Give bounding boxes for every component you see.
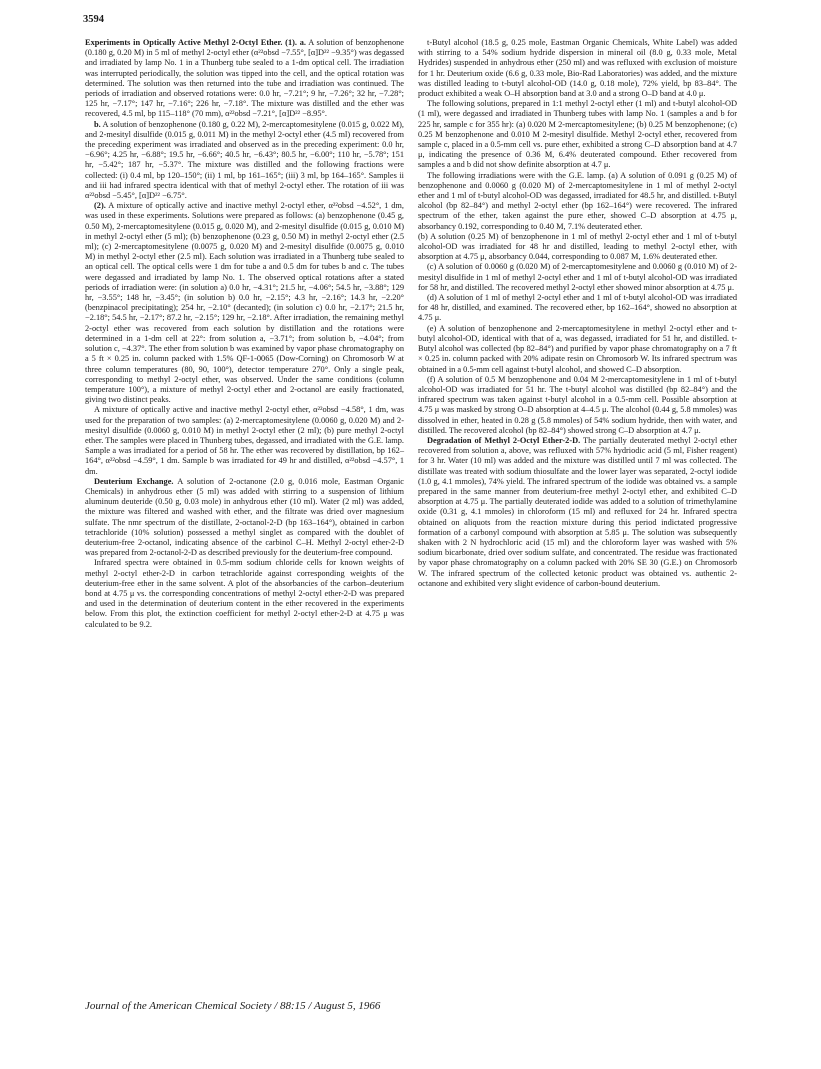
paragraph bbox=[418, 375, 737, 436]
paragraph bbox=[418, 232, 737, 263]
page-number: 3594 bbox=[83, 14, 104, 25]
paragraph bbox=[418, 324, 737, 375]
paragraph bbox=[418, 171, 737, 232]
paragraph-text: A solution of 2-octanone (2.0 g, 0.016 mole, Eastman Organic Chemicals) in anhydrous ether (5 ml) was added with stirring to a suspension of lithium aluminum deuteride (0.50 g, 0.03 mole) in anhydrous ether (10 ml). Water (2 ml) was added, the mixture was filtered and washed with ether, and the filtrate was dried over magnesium sulfate. The nmr spectrum of the distillate, 2-octanol-2-D (bp 163–164°), obtained in carbon tetrachloride (10% solution) possessed a methyl singlet as compared with the doublet of deuterium-free 2-octanol, indicating absence of the carbinol C–H. Methyl 2-octyl ether-2-D was prepared from 2-octanol-2-D as described previously for the deuterium-free compound. bbox=[85, 476, 404, 558]
paragraph bbox=[85, 201, 404, 405]
paragraph-text: A mixture of optically active and inactive methyl 2-octyl ether, α²²obsd −4.52°, 1 dm, was used in these experiments. Solutions were prepared as follows: (a) benzophenone (0.45 g, 0.50 M), 2-mercaptomesitylene (0.015 g, 0.020 M), and 2-mesityl disulfide (0.015 g, 0.010 M) in methyl 2-octyl ether (5 ml); (b) benzophenone (0.23 g, 0.50 M) in methyl 2-octyl ether (2.5 ml); (c) 2-mercaptomesitylene (0.0075 g, 0.020 M) and 2-mesityl disulfide (0.0075 g, 0.010 M) in methyl 2-octyl ether (2.5 ml). Each solution was irradiated in a Thunberg tube sealed to an optical cell. The optical cells were 1 dm for tube a and 0.5 dm for tubes b and c. The tubes were degassed and irradiated by lamp No. 1. The observed optical rotations after a stated periods of irradiation were: (in solution a) 0.0 hr, −4.31°; 21.5 hr, −4.06°; 54.5 hr, −3.88°; 129 hr, −3.55°; 148 hr, −3.45°; (in solution b) 0.0 hr, −2.15°; 4.3 hr, −2.16°; 14.3 hr, −2.20° (benzpinacol precipitating); 254 hr, −2.10° (decanted); (in solution c) 0.0 hr, −2.17°; 21.5 hr, −2.18°; 54.5 hr, −2.17°; 87.2 hr, −2.15°; 129 hr, −2.18°. After irradiation, the remaining methyl 2-octyl ether was recovered from each solution by distillation and the rotations were determined in a 1-dm cell at 22°: from solution a, −3.71°; from solution b, −4.04°; from solution c, −4.37°. The ether from solution b was examined by vapor phase chromatography on a 5 ft × 0.25 in. column packed with 1.5% QF-1-0065 (Dow-Corning) on Chromosorb W at three column temperatures (80, 90, 100°), detector temperature 270°. Only a single peak, corresponding to methyl 2-octyl ether, was observed. Under the same conditions (column temperature 100°), a mixture of methyl 2-octyl ether and 2-octanol are easily fractionated, giving two distinct peaks. bbox=[85, 201, 404, 405]
paragraph bbox=[418, 262, 737, 293]
paragraph-text: Infrared spectra were obtained in 0.5-mm sodium chloride cells for known weights of methyl 2-octyl ether-2-D in carbon tetrachloride against corresponding weights of the deuterium-free ether in the same solvent. A plot of the absorbancies of the carbon–deuterium bond at 4.75 μ vs. the corresponding concentrations of methyl 2-octyl ether-2-D was prepared and used in the determination of deuterium content in the ether recovered in the experiments below. From this plot, the extinction coefficient for methyl 2-octyl ether-2-D at 4.75 μ was calculated to be 9.2. bbox=[85, 558, 404, 629]
paragraph-text: A solution of benzophenone (0.180 g, 0.20 M) in 5 ml of methyl 2-octyl ether (α²²obsd −7.55°, [α]D²² −9.35°) was degassed and irradiated by lamp No. 1 in a Thunberg tube sealed to a 1-dm optical cell. The irradiation was interrupted periodically, the solution was tipped into the cell, and the optical rotation was determined. The solution was then returned into the tube and irradiation was continued. The periods of irradiation and observed rotations were: 0.0 hr, −7.21°; 9 hr, −7.26°; 32 hr, −7.28°; 125 hr, −7.17°; 147 hr, −7.16°; 226 hr, −7.18°. The mixture was distilled and the ether was recovered, 4.5 ml, bp 115–118° (70 mm), α²²obsd −7.21°, [α]D²² −8.95°. bbox=[85, 38, 404, 119]
paragraph bbox=[85, 405, 404, 476]
paragraph-text: The following irradiations were with the G.E. lamp. (a) A solution of 0.091 g (0.25 M) of benzophenone and 0.0060 g (0.020 M) of 2-mercaptomesitylene in 1 ml of methyl 2-octyl ether and 1 ml of t-butyl alcohol-OD was degassed, irradiated for 48.5 hr, and distilled. t-Butyl alcohol (bp 82–84°) and methyl 2-octyl ether (bp 162–164°) were recovered. The infrared spectrum of the ether, taken against the pure ether, showed C–D absorption at 4.75 μ, absorbancy 0.192, corresponding to 0.40 M, 7.1% deuterated ether. bbox=[418, 170, 737, 231]
paragraph-text: (f) A solution of 0.5 M benzophenone and 0.04 M 2-mercaptomesitylene in 1 ml of t-butyl alcohol-OD was irradiated for 51 hr. The t-butyl alcohol was distilled (bp 82–84°) and the infrared spectrum was taken against t-butyl alcohol in a 0.5-mm cell. Possible absorption at 4.75 μ was masked by strong O–D absorption at 4–4.5 μ. The alcohol (0.44 g, 5.8 mmoles) was dissolved in ether, heated in 0.28 g (5.8 mmoles) of 54% sodium hydride, then with water, and distilled. The recovered alcohol (bp 82–84°) showed strong C–D absorption at 4.7 μ. bbox=[418, 374, 737, 435]
paragraph-text: (d) A solution of 1 ml of methyl 2-octyl ether and 1 ml of t-butyl alcohol-OD was irradiated for 48 hr, distilled, and examined. The recovered ether, bp 162–164°, showed no absorption at 4.75 μ. bbox=[418, 293, 737, 323]
paragraph-text: A solution of benzophenone (0.180 g, 0.22 M), 2-mercaptomesitylene (0.015 g, 0.022 M), and 2-mesityl disulfide (0.015 g, 0.011 M) in the methyl 2-octyl ether (4.5 ml) recovered from the preceding experiment was irradiated and observed as in the preceding experiment: 0.0 hr, −6.96°; 4.25 hr, −6.88°; 19.5 hr, −6.66°; 40.5 hr, −6.43°; 80.5 hr, −6.00°; 110 hr, −5.78°; 151 hr, −5.42°; 187 hr, −5.37°. The mixture was distilled and the following fractions were collected: (i) 0.4 ml, bp 120–150°; (ii) 1 ml, bp 161–165°; (iii) 3 ml, bp 164–165°. Samples ii and iii had infrared spectra identical with that of methyl 2-octyl ether. The rotation of iii was α²²obsd −5.45°, [α]D²² −6.75°. bbox=[85, 119, 404, 201]
paragraph-text: The partially deuterated methyl 2-octyl ether recovered from solution a, above, was refluxed with 57% hydriodic acid (5 ml, Fisher reagent) for 3 hr. Water (10 ml) was added and the mixture was distilled until 7 ml was collected. The distillate was treated with sodium thiosulfate and the lower layer was separated, 2-octyl iodide (1.0 g, 4.1 mmoles), 74% yield. The infrared spectrum of the iodide was obtained vs. a sample prepared in the same manner from deuterium-free methyl 2-octyl ether, and exhibited C–D absorption at 4.75 μ. The partially deuterated iodide was added to a solution of trimethylamine oxide (0.31 g, 4.1 mmoles) in chloroform (15 ml) and refluxed for 24 hr. Infrared spectra obtained on aliquots from the reaction mixture during this period indictated progressive formation of a carbonyl compound with absorption at 5.85 μ. The solution was subsequently shaken with 2 N hydrochloric acid (15 ml) and the chloroform layer was washed with 5% sodium bicarbonate, dried over sodium sulfate, and concentrated. The residue was fractionated by vapor phase chromatography on a column packed with 20% SE 30 (G.E.) on Chromosorb W. The infrared spectrum of the collected ketonic product was obtained vs. authentic 2-octanone and exhibited very slight evidence of carbon-bound deuterium. bbox=[418, 435, 737, 588]
paragraph bbox=[85, 38, 404, 120]
paragraph bbox=[418, 436, 737, 589]
paragraph-text: A mixture of optically active and inactive methyl 2-octyl ether, α²²obsd −4.58°, 1 dm, was used for the preparation of two samples: (a) 2-mercaptomesitylene (0.0060 g, 0.020 M) and 2-mesityl disulfide (0.0060 g, 0.010 M) in methyl 2-octyl ether (2 ml); (b) pure methyl 2-octyl ether. The samples were placed in Thunberg tubes, degassed, and irradiated with the G.E. lamp. Sample a was irradiated for a period of 58 hr. The ether was recovered by distillation, bp 162–164°, α²²obsd −4.59°, 1 dm. Sample b was irradiated for 49 hr and distilled, α²²obsd −4.57°, 1 dm. bbox=[85, 405, 404, 476]
paragraph-lead: Experiments in Optically Active Methyl 2-Octyl Ether. (1). a. bbox=[85, 38, 306, 47]
journal-footer: Journal of the American Chemical Society / 88:15 / August 5, 1966 bbox=[85, 1000, 381, 1012]
right-column bbox=[418, 38, 737, 589]
paragraph-lead: Deuterium Exchange. bbox=[94, 476, 174, 486]
paragraph bbox=[85, 558, 404, 629]
paragraph-lead: (2). bbox=[94, 201, 106, 211]
paragraph-text: (e) A solution of benzophenone and 2-mercaptomesitylene in methyl 2-octyl ether and t-butyl alcohol-OD, identical with that of a, was degassed, irradiated for 51 hr, and distilled. t-Butyl alcohol was collected (bp 82–84°) and purified by vapor phase chromatography on a 7 ft × 0.25 in. column packed with 20% adipate resin on Chromosorb W. Its infrared spectrum was obtained in a 0.5-mm cell against t-butyl alcohol, and showed C–D absorption. bbox=[418, 323, 737, 374]
left-column bbox=[85, 38, 404, 630]
paragraph bbox=[85, 120, 404, 202]
paragraph-text: (b) A solution (0.25 M) of benzophenone in 1 ml of methyl 2-octyl ether and 1 ml of t-butyl alcohol-OD was irradiated for 48 hr and distilled, leading to methyl 2-octyl ether, with absorption at 4.75 μ, absorbancy 0.044, corresponding to 0.087 M, 1.6% deuterated ether. bbox=[418, 231, 737, 262]
paragraph-text: (c) A solution of 0.0060 g (0.020 M) of 2-mercaptomesitylene and 0.0060 g (0.010 M) of 2-mesityl disulfide in 1 ml of methyl 2-octyl ether and 1 ml of t-butyl alcohol-OD was irradiated for 58 hr, and distilled. The recovered methyl 2-octyl ether showed minor absorption at 4.75 μ. bbox=[418, 262, 737, 292]
paragraph-text: The following solutions, prepared in 1:1 methyl 2-octyl ether (1 ml) and t-butyl alcohol-OD (1 ml), were degassed and irradiated in Thunberg tubes with lamp No. 1 (samples a and b for 225 hr, sample c for 355 hr): (a) 0.020 M 2-mercaptomesitylene; (b) 0.25 M benzophenone; (c) 0.25 M benzophenone and 0.010 M 2-mesityl disulfide. Methyl 2-octyl ether, recovered from sample c, placed in a 0.5-mm cell vs. pure ether, exhibited a strong C–D absorption band at 4.7 μ, indicating the presence of 0.36 M, 6.4% deuterated compound. Ether recovered from samples a and b did not show definite absorption at 4.7 μ. bbox=[418, 99, 737, 170]
paragraph bbox=[418, 38, 737, 99]
paragraph-lead: Degradation of Methyl 2-Octyl Ether-2-D. bbox=[427, 435, 581, 445]
paragraph-lead: b. bbox=[94, 119, 101, 129]
paragraph bbox=[418, 293, 737, 324]
paragraph bbox=[85, 477, 404, 559]
paragraph bbox=[418, 99, 737, 170]
paragraph-text: t-Butyl alcohol (18.5 g, 0.25 mole, Eastman Organic Chemicals, White Label) was added with stirring to a 54% sodium hydride dispersion in mineral oil (8.0 g, 0.33 mole, Metal Hydrides) suspended in anhydrous ether (250 ml) and was refluxed with exclusion of moisture for 1 hr. Deuterium oxide (6.6 g, 0.33 mole, Bio-Rad Laboratories) was added, and the mixture was distilled leading to t-butyl alcohol-OD (14.0 g, 0.18 mole), 72% yield, bp 83–84°. The product exhibited a weak O–H absorption band at 3.0 and a strong O–D band at 4.0 μ. bbox=[418, 38, 737, 99]
